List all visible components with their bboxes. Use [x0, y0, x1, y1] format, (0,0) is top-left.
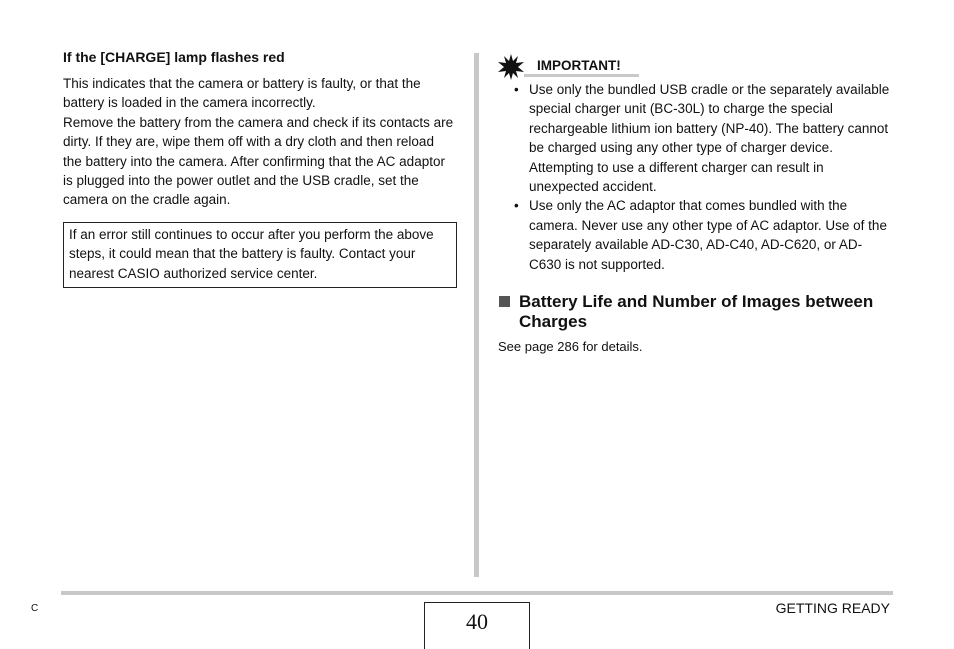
bullet-text: Use only the AC adaptor that comes bundled with the camera. Never use any other type of AC adaptor. Use of the separately available AD-C30, AD-C40, AD-C620, or AD-C630 is not supported. — [529, 198, 887, 272]
important-label: IMPORTANT! — [537, 58, 621, 73]
page-number-box — [424, 602, 530, 649]
battery-life-section — [498, 292, 890, 332]
list-item — [498, 80, 890, 196]
bullet-text: Use only the bundled USB cradle or the separately available special charger unit (BC-30L) to charge the special rechargeable lithium ion battery (NP-40). The battery cannot be charged using any other type of charger device. Attempting to use a different charger can result in unexpected accident. — [529, 82, 890, 195]
starburst-icon — [498, 54, 524, 80]
bullet-dot: • — [514, 82, 519, 97]
page-number: 40 — [466, 609, 488, 634]
important-underline — [524, 74, 639, 77]
section-title: Battery Life and Number of Images between Charges — [519, 292, 874, 332]
bullet-dot: • — [514, 198, 519, 214]
right-column — [498, 54, 890, 356]
chapter-label: GETTING READY — [775, 600, 890, 616]
square-bullet-icon — [499, 296, 510, 307]
faulty-paragraph: This indicates that the camera or battery is faulty, or that the battery is loaded in the camera incorrectly. — [63, 76, 421, 111]
important-header — [498, 54, 890, 80]
important-list — [498, 80, 890, 274]
column-divider — [474, 53, 479, 577]
see-page-reference: See page 286 for details. — [498, 339, 643, 355]
list-item — [498, 196, 890, 274]
corner-letter: C — [31, 603, 39, 614]
remove-battery-paragraph: Remove the battery from the camera and check if its contacts are dirty. If they are, wipe them off with a dry cloth and then reload the battery into the camera. After confirming that the AC adaptor is plugged into the power outlet and the USB cradle, set the camera on the cradle again. — [63, 114, 454, 208]
left-column — [63, 48, 455, 288]
footer-rule — [61, 591, 893, 595]
charge-lamp-heading: If the [CHARGE] lamp flashes red — [63, 49, 285, 65]
error-note-box — [63, 222, 457, 288]
error-note-text: If an error still continues to occur after you perform the above steps, it could mean that the battery is faulty. Contact your nearest CASIO authorized service center. — [69, 226, 434, 281]
